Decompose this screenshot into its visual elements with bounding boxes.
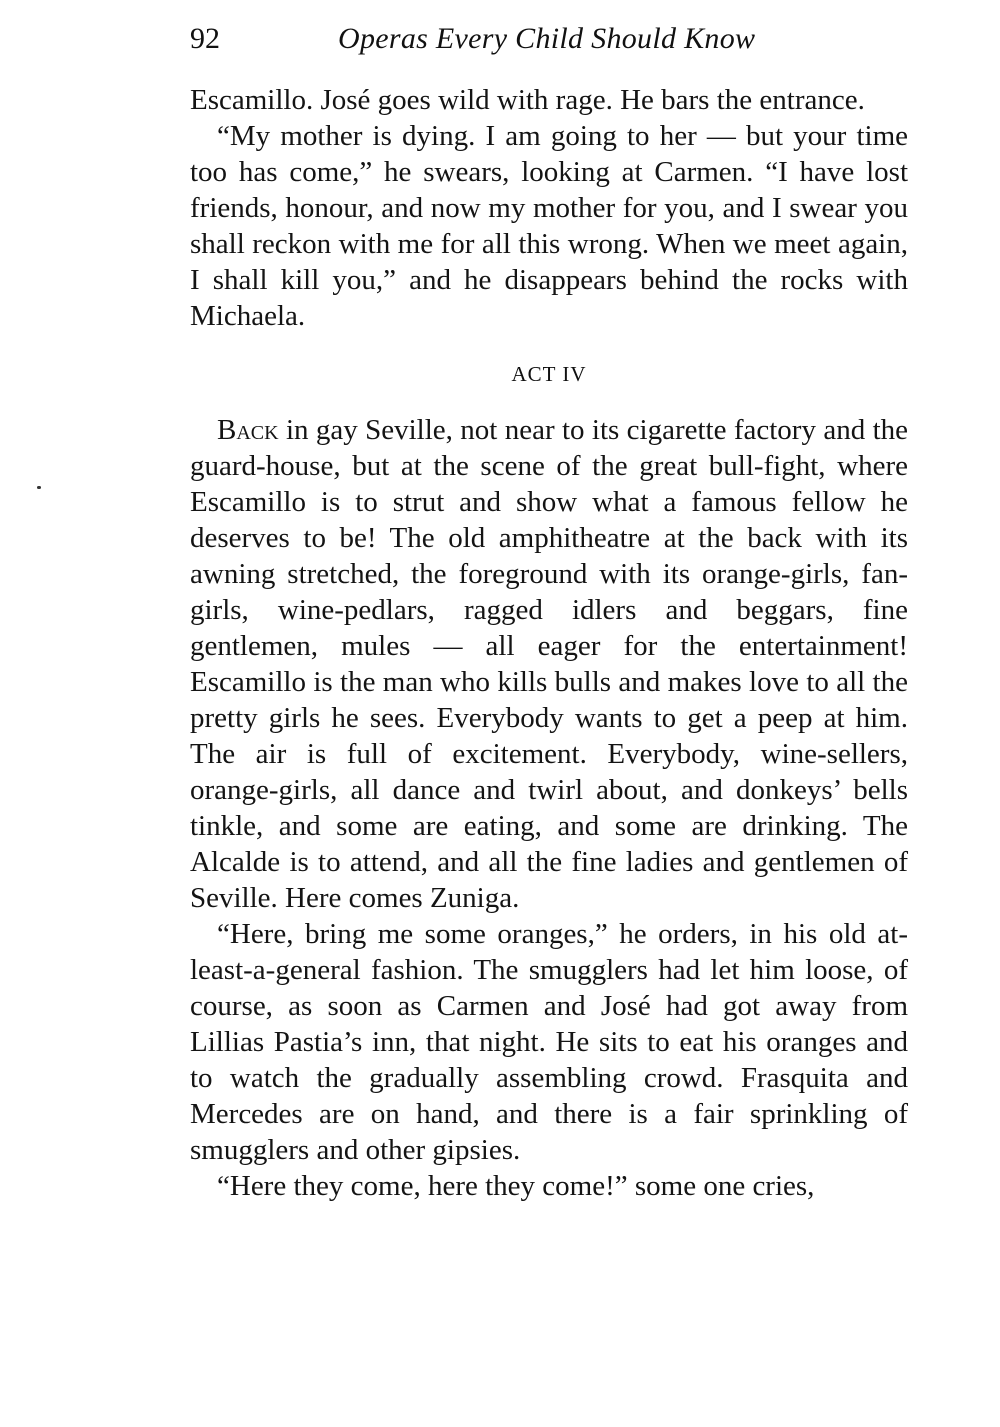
paragraph-here-they-come: “Here they come, here they come!” some one cries, [217, 1170, 815, 1202]
page-number: 92 [190, 22, 220, 55]
running-title: Operas Every Child Should Know [338, 22, 756, 55]
paragraph-seville-bullfight [190, 412, 908, 916]
body-text [190, 82, 908, 1204]
scan-speck [37, 486, 41, 489]
paragraph-seville-text: in gay Seville, not near to its cigarette factory and the guard-house, but at the scene of the great bull-fight, where Escamillo is to strut and show what a famous fellow he deserves to be! The old amphitheatre at the back with its awning stretched, the foreground with its orange-girls, fan-girls, wine-pedlars, ragged idlers and beggars, fine gentlemen, mules — all eager for the entertainment! Escamillo is the man who kills bulls and makes love to all the pretty girls he sees. Everybody wants to get a peep at him. The air is full of excitement. Everybody, wine-sellers, orange-girls, all dance and twirl about, and donkeys’ bells tinkle, and some are eating, and some are drinking. The Alcalde is to attend, and all the fine ladies and gentlemen of Seville. Here comes Zuniga. [190, 414, 908, 914]
paragraph-zuniga-oranges: “Here, bring me some oranges,” he orders, in his old at-least-a-general fashion. The smugglers had let him loose, of course, as soon as Carmen and José had got away from Lillias Pastia’s inn, that night. He sits to eat his oranges and to watch the gradually assembling crowd. Frasquita and Mercedes are on hand, and there is a fair sprinkling of smugglers and other gipsies. [190, 918, 908, 1166]
page-header [190, 22, 910, 62]
paragraph-jose-oath: “My mother is dying. I am going to her — but your time too has come,” he swears, looking at Carmen. “I have lost friends, honour, and now my mother for you, and I swear you shall reckon with me for all this wrong. When we meet again, I shall kill you,” and he disappears behind the rocks with Michaela. [190, 120, 908, 332]
act-heading: ACT IV [511, 362, 587, 386]
paragraph-lead-word: Back [217, 414, 279, 446]
paragraph-escamillo-rage: Escamillo. José goes wild with rage. He bars the entrance. [190, 84, 865, 116]
